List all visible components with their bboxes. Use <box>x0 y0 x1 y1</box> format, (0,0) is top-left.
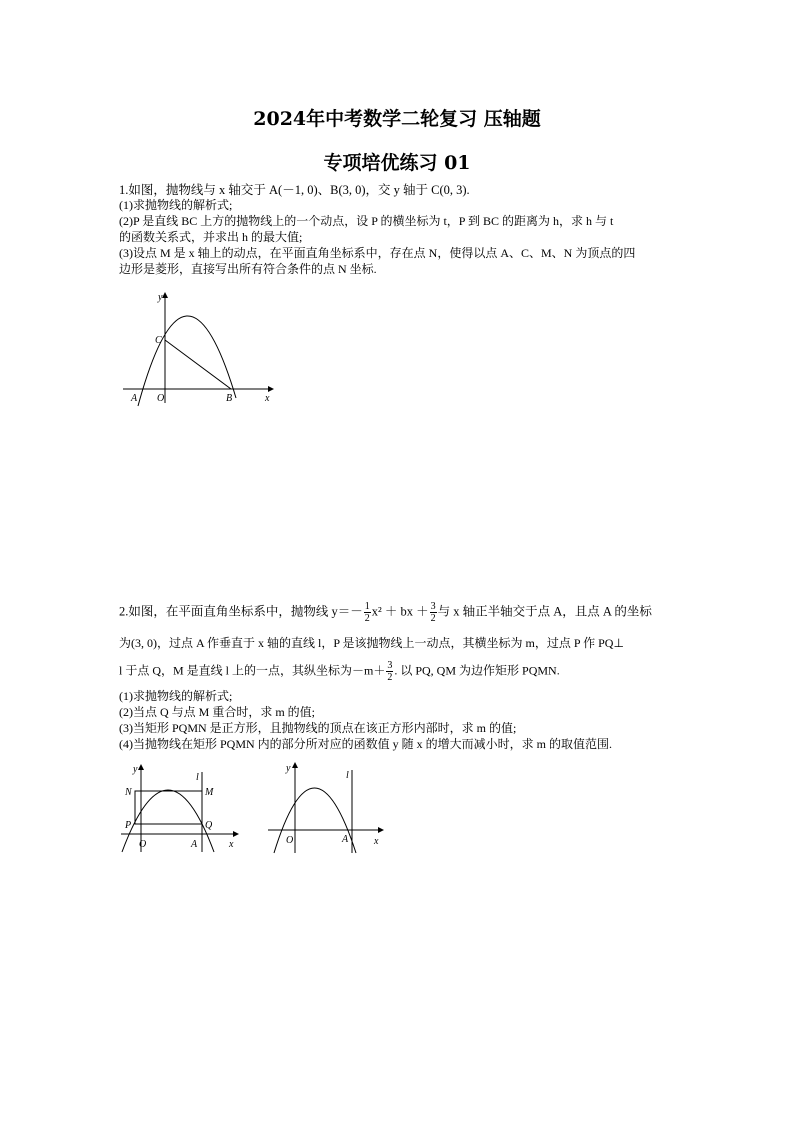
q2-sub-3: (3)当矩形 PQMN 是正方形，且抛物线的顶点在该正方形内部时，求 m 的值; <box>119 721 517 735</box>
fig2-x-arrow <box>378 827 384 833</box>
q1-line-1: 1.如图，抛物线与 x 轴交于 A(－1, 0)、B(3, 0)，交 y 轴于 C(0, 3). <box>119 183 470 197</box>
q1-line-6: 边形是菱形，直接写出所有符合条件的点 N 坐标. <box>119 262 377 276</box>
q2-sub-1: (1)求抛物线的解析式; <box>119 689 233 703</box>
q2-text-b: x² ＋ bx ＋ <box>371 604 429 619</box>
fig1-x-arrow <box>233 831 239 837</box>
q1-label-a: A <box>131 393 138 404</box>
q2-text-c: 与 x 轴正半轴交于点 A，且点 A 的坐标 <box>437 604 652 619</box>
q2-line-2: 为(3, 0)，过点 A 作垂直于 x 轴的直线 l，P 是该抛物线上一动点，其横坐标为 m，过点 P 作 PQ⊥ <box>119 636 624 650</box>
q1-label-c: C <box>155 335 162 346</box>
fig1-label-p: P <box>125 820 132 831</box>
fraction-3-2: $\frac{3}{2}$ <box>430 601 436 624</box>
page-title: 2024年中考数学二轮复习 压轴题 <box>253 108 541 130</box>
fraction-1-2: $\frac{1}{2}$ <box>364 601 370 624</box>
q1-line-2: (1)求抛物线的解析式; <box>119 198 233 212</box>
fig1-label-m: M <box>205 787 214 798</box>
fig1-y-arrow <box>138 764 144 770</box>
fig1-label-x: x <box>229 839 234 850</box>
fig1-parabola <box>122 790 214 852</box>
fig2-label-x: x <box>374 836 379 847</box>
q2-sub-4: (4)当抛物线在矩形 PQMN 内的部分所对应的函数值 y 随 x 的增大而减小时，求 m 的取值范围. <box>119 737 613 751</box>
q1-label-o: O <box>157 393 165 404</box>
fig2-label-a: A <box>342 834 349 845</box>
q1-line-5: (3)设点 M 是 x 轴上的动点，在平面直角坐标系中，存在点 N，使得以点 A、C、M、N 为顶点的四 <box>119 246 636 260</box>
q2-text-a: 2.如图，在平面直角坐标系中，抛物线 y＝－ <box>119 604 363 619</box>
fig1-label-y: y <box>133 764 138 775</box>
q1-y-arrow <box>162 292 168 298</box>
q2-text-e: . 以 PQ, QM 为边作矩形 PQMN. <box>394 663 560 678</box>
fig1-label-q: Q <box>205 820 213 831</box>
q1-label-x: x <box>265 393 270 404</box>
q1-label-y: y <box>158 292 163 303</box>
fig2-y-arrow <box>292 762 298 768</box>
q1-line-3: (2)P 是直线 BC 上方的抛物线上的一个动点，设 P 的横坐标为 t，P 到 BC 的距离为 h，求 h 与 t <box>119 214 614 228</box>
q2-line-1 <box>119 601 652 624</box>
q1-label-b: B <box>226 393 233 404</box>
q2-line-3 <box>119 660 560 683</box>
q1-x-arrow <box>268 386 274 392</box>
fig1-label-n: N <box>125 787 132 798</box>
fig2-label-y: y <box>286 763 291 774</box>
fraction-3-2-b: $\frac{3}{2}$ <box>387 660 393 683</box>
q2-figure-1 <box>118 760 248 855</box>
q2-text-d: l 于点 Q，M 是直线 l 上的一点，其纵坐标为－m＋ <box>119 663 386 678</box>
fig2-label-l: l <box>346 770 349 781</box>
page-subtitle: 专项培优练习 01 <box>323 152 471 174</box>
fig1-label-a: A <box>191 839 198 850</box>
q1-segment-bc <box>165 340 231 389</box>
fig1-label-o: O <box>139 839 147 850</box>
fig2-label-o: O <box>286 835 294 846</box>
q1-parabola <box>138 316 236 406</box>
q2-sub-2: (2)当点 Q 与点 M 重合时，求 m 的值; <box>119 705 315 719</box>
fig1-label-l: l <box>196 772 199 783</box>
q2-figure-2 <box>266 758 391 855</box>
q1-figure <box>118 288 278 408</box>
q1-line-4: 的函数关系式，并求出 h 的最大值; <box>119 230 303 244</box>
